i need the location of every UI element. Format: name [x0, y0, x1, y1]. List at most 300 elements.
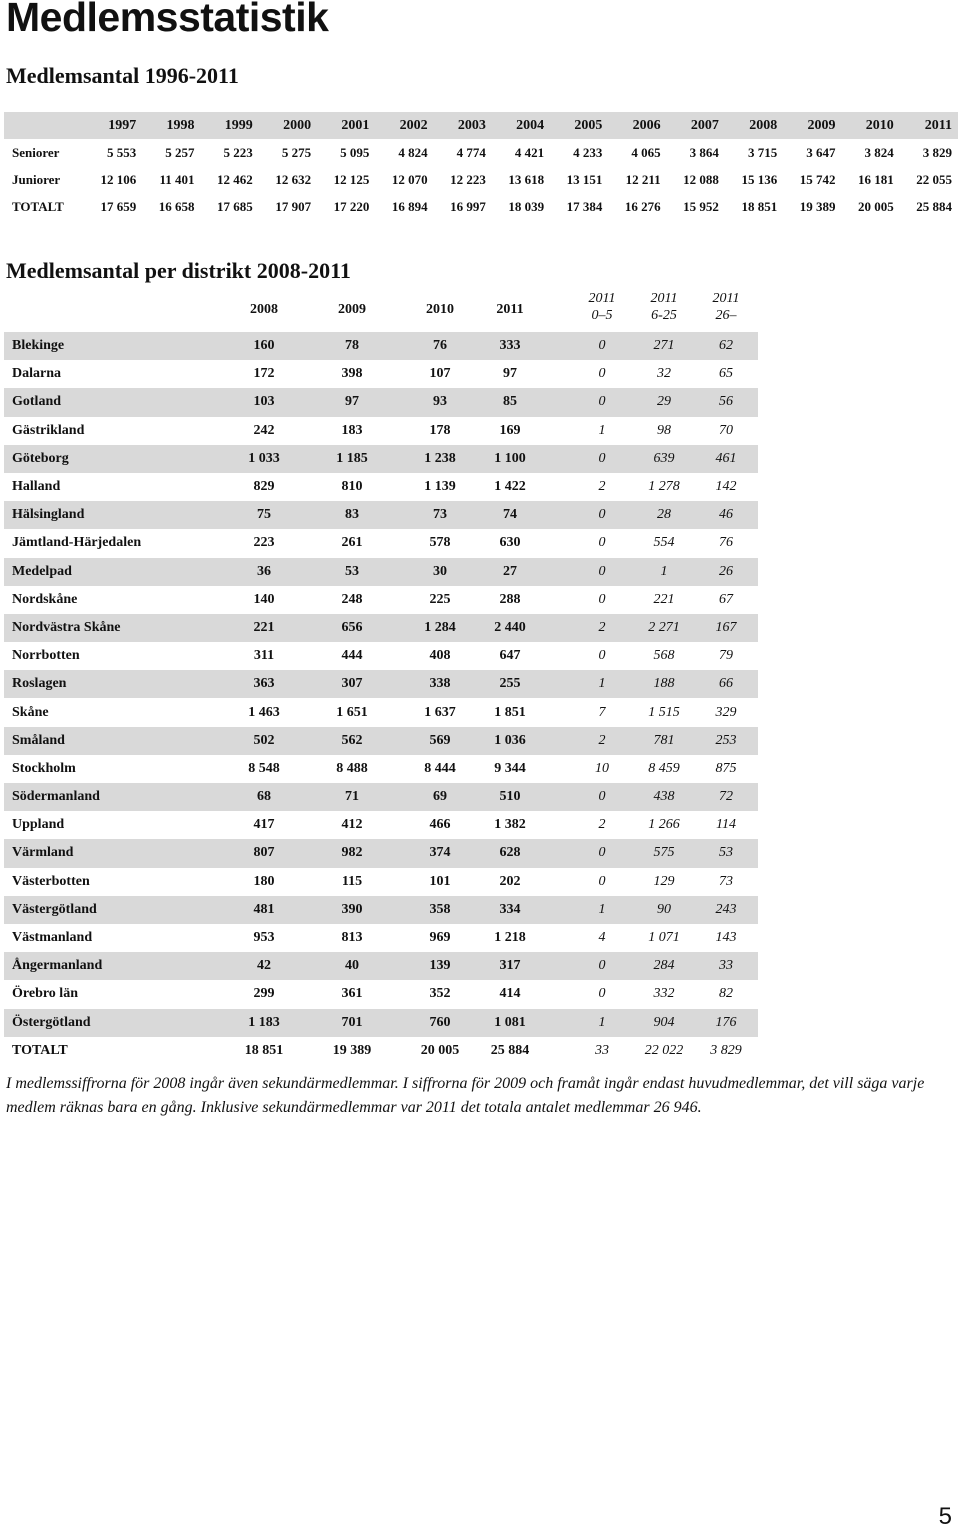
table2-cell: 953	[253, 930, 275, 946]
table2-cell: 1 422	[494, 479, 526, 495]
table1-year-header: 2005	[574, 117, 603, 133]
table2-district-name: Stockholm	[12, 760, 76, 776]
table2-header-2010: 2010	[426, 302, 454, 317]
table2-cell: 73	[719, 873, 733, 889]
table2-cell: 969	[429, 930, 451, 946]
table2-district-name: Nordvästra Skåne	[12, 619, 121, 635]
table1-row-label: Juniorer	[12, 171, 61, 187]
table2-cell: 72	[719, 789, 733, 805]
table2-cell: 69	[433, 789, 447, 805]
table2-cell: 67	[719, 591, 733, 607]
table2-cell: 0	[598, 338, 606, 354]
table1-year-header: 2011	[924, 117, 952, 133]
table2-cell: 2	[598, 817, 606, 833]
table2-district-name: Örebro län	[12, 986, 78, 1002]
table2-cell: 2 271	[648, 619, 680, 635]
table2-cell: 438	[653, 789, 675, 805]
table2-cell: 408	[429, 648, 451, 664]
table2-cell: 26	[719, 563, 733, 579]
table1-cell: 5 223	[223, 144, 253, 160]
table2-cell: 813	[341, 930, 363, 946]
table1-year-header: 2004	[516, 117, 545, 133]
table2-row	[4, 924, 758, 952]
table2-cell: 20 005	[420, 1042, 460, 1058]
table2-district-name: Östergötland	[12, 1014, 91, 1030]
table2-cell: 2	[598, 732, 606, 748]
table2-row	[4, 360, 758, 388]
table1-cell: 16 894	[391, 198, 428, 214]
table2-row	[4, 473, 758, 501]
table2-row	[4, 586, 758, 614]
table2-row	[4, 868, 758, 896]
table1-cell: 12 211	[625, 171, 661, 187]
table1-row-cells	[84, 199, 958, 215]
table2-row	[4, 445, 758, 473]
table2-cell: 1 637	[424, 704, 456, 720]
table2-cell: 4	[598, 930, 606, 946]
table2-cell: 1 071	[648, 930, 680, 946]
table1-cell: 3 864	[689, 144, 719, 160]
table2-cell: 29	[657, 394, 671, 410]
table1-header-row	[4, 112, 958, 139]
table2-cell: 33	[595, 1042, 609, 1058]
table1-cell: 17 220	[333, 198, 370, 214]
table2-district-name: Skåne	[12, 704, 49, 720]
table2-cell: 53	[719, 845, 733, 861]
table2-cell: 562	[341, 732, 363, 748]
footnote: I medlemssiffrorna för 2008 ingår även sekundärmedlemmar. I siffrorna för 2009 och framåt ingår endast huvudmedlemmar, det vill säga varje medlem räknas bara en gång. Inklusive sekundärmedlemmar var 2011 det totala antalet medlemmar 26 946.	[6, 1075, 925, 1116]
table2-cell: 904	[653, 1014, 675, 1030]
table2-cell: 329	[715, 704, 737, 720]
table1-cell: 5 095	[340, 144, 370, 160]
table2-row	[4, 1037, 758, 1065]
table2-cell: 9 344	[494, 760, 526, 776]
table2-cell: 62	[719, 338, 733, 354]
table2-cell: 307	[341, 676, 363, 692]
table2-cell: 56	[719, 394, 733, 410]
table2-cell: 261	[341, 535, 363, 551]
table2-row	[4, 1009, 758, 1037]
table2-cell: 810	[341, 479, 363, 495]
table2-row	[4, 755, 758, 783]
table2-cell: 101	[429, 873, 451, 889]
table2-row	[4, 896, 758, 924]
table2-cell: 183	[341, 422, 363, 438]
table2-cell: 42	[257, 958, 271, 974]
table1-cell: 17 685	[217, 198, 253, 214]
table2-cell: 8 444	[424, 760, 456, 776]
table2-cell: 248	[341, 591, 363, 607]
table2-cell: 568	[653, 648, 675, 664]
table2-cell: 176	[715, 1014, 737, 1030]
table2-district-name: Västergötland	[12, 901, 97, 917]
table2-cell: 25 884	[490, 1042, 530, 1058]
table2-header-age-0-5-year: 2011	[588, 291, 616, 306]
table2-cell: 70	[719, 422, 733, 438]
table2-row	[4, 698, 758, 726]
table2-cell: 363	[253, 676, 275, 692]
table2-cell: 114	[716, 817, 736, 833]
table2-row	[4, 614, 758, 642]
table1-cell: 25 884	[916, 198, 952, 214]
table2-cell: 74	[503, 507, 517, 523]
table2-cell: 76	[433, 338, 447, 354]
table2-cell: 8 459	[648, 760, 680, 776]
table2-cell: 311	[253, 648, 275, 664]
table2-cell: 2	[598, 479, 606, 495]
table2-district-name: Södermanland	[12, 789, 100, 805]
table2-cell: 36	[257, 563, 271, 579]
table2-header-2011: 2011	[496, 302, 524, 317]
table1-cell: 12 070	[391, 171, 428, 187]
table2-cell: 253	[715, 732, 737, 748]
table2-cell: 2 440	[494, 619, 526, 635]
table1-cell: 5 275	[281, 144, 312, 160]
table2-cell: 1 463	[248, 704, 280, 720]
table2-cell: 358	[429, 901, 451, 917]
table2-district-name: Blekinge	[12, 338, 65, 354]
table2-cell: 1 183	[248, 1014, 280, 1030]
table2-cell: 352	[429, 986, 451, 1002]
table1-cell: 16 276	[624, 198, 661, 214]
table2-cell: 221	[653, 591, 675, 607]
table2-district-name: Medelpad	[12, 563, 72, 579]
table2-cell: 1 033	[248, 450, 280, 466]
table1-cell: 4 233	[573, 144, 603, 160]
table2-row	[4, 811, 758, 839]
page-title: Medlemsstatistik	[6, 0, 329, 40]
table2-cell: 1	[598, 422, 606, 438]
table2-cell: 361	[341, 986, 363, 1002]
table2-cell: 417	[253, 817, 275, 833]
table1-year-header: 2007	[690, 117, 719, 133]
table2-district-name: Roslagen	[12, 676, 67, 692]
table2-cell: 242	[253, 422, 275, 438]
table2-row	[4, 727, 758, 755]
table2-row	[4, 839, 758, 867]
table2-body	[4, 332, 758, 1065]
table1-row-label: TOTALT	[12, 198, 64, 214]
table2-district-name: Hälsingland	[12, 507, 85, 523]
table2-cell: 334	[499, 901, 521, 917]
table2-district-name: Västmanland	[12, 930, 93, 946]
table2-district-name: Gotland	[12, 394, 62, 410]
table2-cell: 10	[595, 760, 609, 776]
table1-cell: 15 952	[683, 198, 719, 214]
table2-cell: 82	[719, 986, 733, 1002]
table2-cell: 760	[429, 1014, 451, 1030]
table2-cell: 481	[253, 901, 275, 917]
table1-cell: 11 401	[159, 171, 195, 187]
table2-cell: 1	[598, 901, 606, 917]
table2-cell: 3 829	[710, 1042, 742, 1058]
table2-row	[4, 642, 758, 670]
table2-header-2009: 2009	[338, 302, 366, 317]
table2-cell: 7	[598, 704, 606, 720]
table2-cell: 398	[341, 366, 363, 382]
table2-cell: 1 284	[424, 619, 456, 635]
table2-cell: 1	[598, 676, 606, 692]
table2-cell: 178	[429, 422, 451, 438]
table2-cell: 68	[257, 789, 271, 805]
table2-cell: 97	[503, 366, 517, 382]
table1-cell: 12 632	[275, 171, 312, 187]
table2-cell: 1	[660, 563, 668, 579]
table1-cell: 16 997	[450, 198, 486, 214]
table2-cell: 444	[341, 648, 363, 664]
table2-cell: 1	[598, 1014, 606, 1030]
table2-cell: 90	[657, 901, 671, 917]
table1-cell: 4 421	[514, 144, 545, 160]
table2-cell: 390	[341, 901, 363, 917]
table2-cell: 575	[653, 845, 675, 861]
table2-cell: 0	[598, 845, 606, 861]
table1-year-header: 1998	[166, 117, 195, 133]
table2-row	[4, 501, 758, 529]
table2-district-name: Göteborg	[12, 450, 69, 466]
table2-cell: 143	[715, 930, 737, 946]
table2-cell: 656	[341, 619, 363, 635]
table2-cell: 33	[719, 958, 733, 974]
table2-cell: 160	[253, 338, 275, 354]
table2-cell: 221	[253, 619, 275, 635]
table2-row	[4, 529, 758, 557]
table2-district-name: Värmland	[12, 845, 74, 861]
table2-cell: 27	[503, 563, 517, 579]
table2-district-name: Ångermanland	[12, 958, 103, 974]
table1-cell: 16 181	[857, 171, 894, 187]
table1-year-header: 2009	[807, 117, 836, 133]
table1-cell: 15 136	[741, 171, 778, 187]
table2-cell: 2	[598, 619, 606, 635]
table2-cell: 332	[653, 986, 675, 1002]
table2-cell: 22 022	[644, 1042, 684, 1058]
table2-row	[4, 388, 758, 416]
table2-row	[4, 980, 758, 1008]
table2-district-name: TOTALT	[12, 1042, 68, 1058]
table2-cell: 65	[719, 366, 733, 382]
table2-cell: 172	[253, 366, 275, 382]
table2-cell: 97	[345, 394, 359, 410]
table2-cell: 299	[253, 986, 275, 1002]
table2-cell: 8 548	[248, 760, 280, 776]
table2-cell: 271	[653, 338, 675, 354]
table2-cell: 32	[657, 366, 671, 382]
table2-cell: 66	[719, 676, 733, 692]
table2-cell: 510	[499, 789, 521, 805]
table2-cell: 167	[715, 619, 737, 635]
table1-row-cells	[84, 172, 958, 188]
table2-cell: 180	[253, 873, 275, 889]
table1-cell: 12 462	[217, 171, 253, 187]
table2-cell: 1 081	[494, 1014, 526, 1030]
table2-cell: 1 218	[494, 930, 526, 946]
table2-cell: 255	[499, 676, 521, 692]
table2-title: Medlemsantal per distrikt 2008-2011	[6, 258, 351, 283]
table2-cell: 0	[598, 958, 606, 974]
table2-cell: 1 651	[336, 704, 368, 720]
table1-cell: 3 715	[747, 144, 778, 160]
table2-cell: 115	[341, 873, 363, 889]
table2-cell: 982	[341, 845, 363, 861]
table2-cell: 1 278	[648, 479, 680, 495]
table1-cell: 18 039	[508, 198, 545, 214]
table1-cell: 3 824	[864, 144, 894, 160]
table1-cell: 17 907	[275, 198, 312, 214]
table2-cell: 0	[598, 507, 606, 523]
table1-year-header: 2001	[341, 117, 370, 133]
table1-body	[4, 139, 958, 220]
table2-cell: 28	[657, 507, 671, 523]
table2-cell: 1 100	[494, 450, 526, 466]
table2-cell: 0	[598, 648, 606, 664]
table2-cell: 1 266	[648, 817, 680, 833]
table2-cell: 578	[429, 535, 451, 551]
table2-header-row	[4, 290, 758, 332]
table2-cell: 202	[499, 873, 521, 889]
table1-year-cells	[84, 118, 958, 134]
table2-district-name: Gästrikland	[12, 422, 85, 438]
table2-cell: 78	[345, 338, 359, 354]
table1-row-label: Seniorer	[12, 144, 60, 160]
table2-cell: 76	[719, 535, 733, 551]
table2-cell: 188	[653, 676, 675, 692]
table2-cell: 502	[253, 732, 275, 748]
table2-cell: 73	[433, 507, 447, 523]
table2-cell: 18 851	[244, 1042, 284, 1058]
table2-cell: 829	[253, 479, 275, 495]
table2-cell: 142	[715, 479, 737, 495]
table1-cell: 12 125	[333, 171, 370, 187]
table2-cell: 139	[429, 958, 451, 974]
table2-cell: 0	[598, 450, 606, 466]
table2-cell: 0	[598, 394, 606, 410]
table2-cell: 85	[503, 394, 517, 410]
table2-cell: 1 382	[494, 817, 526, 833]
table2-district-name: Norrbotten	[12, 648, 80, 664]
table1-cell: 19 389	[799, 198, 836, 214]
table2-cell: 412	[341, 817, 363, 833]
table2-district-name: Jämtland-Härjedalen	[12, 535, 142, 551]
table2-cell: 83	[345, 507, 359, 523]
table2-cell: 243	[715, 901, 737, 917]
table1-cell: 22 055	[916, 171, 952, 187]
table2-cell: 71	[345, 789, 359, 805]
table2-cell: 169	[499, 422, 521, 438]
table2-cell: 225	[429, 591, 451, 607]
table1-cell: 13 151	[566, 171, 603, 187]
table2-row	[4, 670, 758, 698]
table2-cell: 75	[257, 507, 271, 523]
table2-header-age-0-5-range: 0–5	[591, 308, 613, 323]
table1-cell: 5 553	[107, 144, 137, 160]
table1-year-header: 2010	[865, 117, 894, 133]
table1-cell: 3 829	[922, 144, 952, 160]
table1-year-header: 2006	[632, 117, 661, 133]
table1-cell: 3 647	[806, 144, 836, 160]
table2-cell: 103	[253, 394, 275, 410]
table1-year-header: 2000	[283, 117, 312, 133]
table2-cell: 19 389	[332, 1042, 372, 1058]
table2-cell: 807	[253, 845, 275, 861]
table2-cell: 1 139	[424, 479, 456, 495]
table2-cell: 647	[499, 648, 521, 664]
table1-cell: 13 618	[508, 171, 545, 187]
table1-cell: 4 065	[631, 144, 661, 160]
table1-cell: 4 774	[456, 144, 486, 160]
table2-header-age-6-25-range: 6-25	[651, 308, 677, 323]
table2-district-name: Västerbotten	[12, 873, 90, 889]
table1-row	[4, 139, 958, 166]
table2-district-name: Dalarna	[12, 366, 61, 382]
table1-cell: 17 659	[100, 198, 137, 214]
table2-cell: 0	[598, 591, 606, 607]
table-members-1996-2011	[4, 112, 958, 220]
table2-header-age-26-plus	[696, 290, 756, 324]
table1-row-cells	[84, 145, 958, 161]
table2-cell: 0	[598, 366, 606, 382]
table1-year-header: 2008	[749, 117, 778, 133]
table2-cell: 1 851	[494, 704, 526, 720]
table2-header-age-26-range: 26–	[715, 308, 737, 323]
table1-cell: 18 851	[741, 198, 778, 214]
table2-district-name: Uppland	[12, 817, 65, 833]
table2-cell: 628	[499, 845, 521, 861]
table2-district-name: Nordskåne	[12, 591, 78, 607]
table1-cell: 5 257	[165, 144, 195, 160]
table2-cell: 701	[341, 1014, 363, 1030]
table2-header-age-26-year: 2011	[712, 291, 740, 306]
table2-row	[4, 952, 758, 980]
table2-cell: 8 488	[336, 760, 368, 776]
table1-cell: 12 106	[100, 171, 137, 187]
table1-cell: 12 223	[450, 171, 486, 187]
table2-header-age-0-5	[572, 290, 632, 324]
table2-row	[4, 558, 758, 586]
table2-district-name: Halland	[12, 479, 61, 495]
table2-cell: 223	[253, 535, 275, 551]
table1-year-header: 1999	[224, 117, 253, 133]
table2-cell: 317	[499, 958, 521, 974]
table1-cell: 4 824	[398, 144, 428, 160]
table2-header-age-6-25-year: 2011	[650, 291, 678, 306]
table2-cell: 1 515	[648, 704, 680, 720]
table2-cell: 875	[715, 760, 737, 776]
table1-cell: 17 384	[566, 198, 603, 214]
table2-cell: 338	[429, 676, 451, 692]
table2-cell: 284	[653, 958, 675, 974]
table2-cell: 781	[653, 732, 675, 748]
table2-cell: 0	[598, 873, 606, 889]
table2-cell: 0	[598, 986, 606, 1002]
table2-cell: 630	[499, 535, 521, 551]
table-members-per-district	[4, 290, 758, 1065]
table1-title: Medlemsantal 1996-2011	[6, 63, 239, 88]
table1-cell: 16 658	[158, 198, 195, 214]
table2-cell: 554	[653, 535, 675, 551]
table2-cell: 79	[719, 648, 733, 664]
table2-header-age-6-25	[634, 290, 694, 324]
table2-cell: 461	[715, 450, 737, 466]
table1-row	[4, 166, 958, 193]
table2-cell: 288	[499, 591, 521, 607]
table2-cell: 0	[598, 535, 606, 551]
table2-cell: 93	[433, 394, 447, 410]
table2-cell: 374	[429, 845, 451, 861]
table1-year-header: 1997	[108, 117, 137, 133]
table1-year-header: 2002	[399, 117, 428, 133]
table1-year-header: 2003	[457, 117, 486, 133]
